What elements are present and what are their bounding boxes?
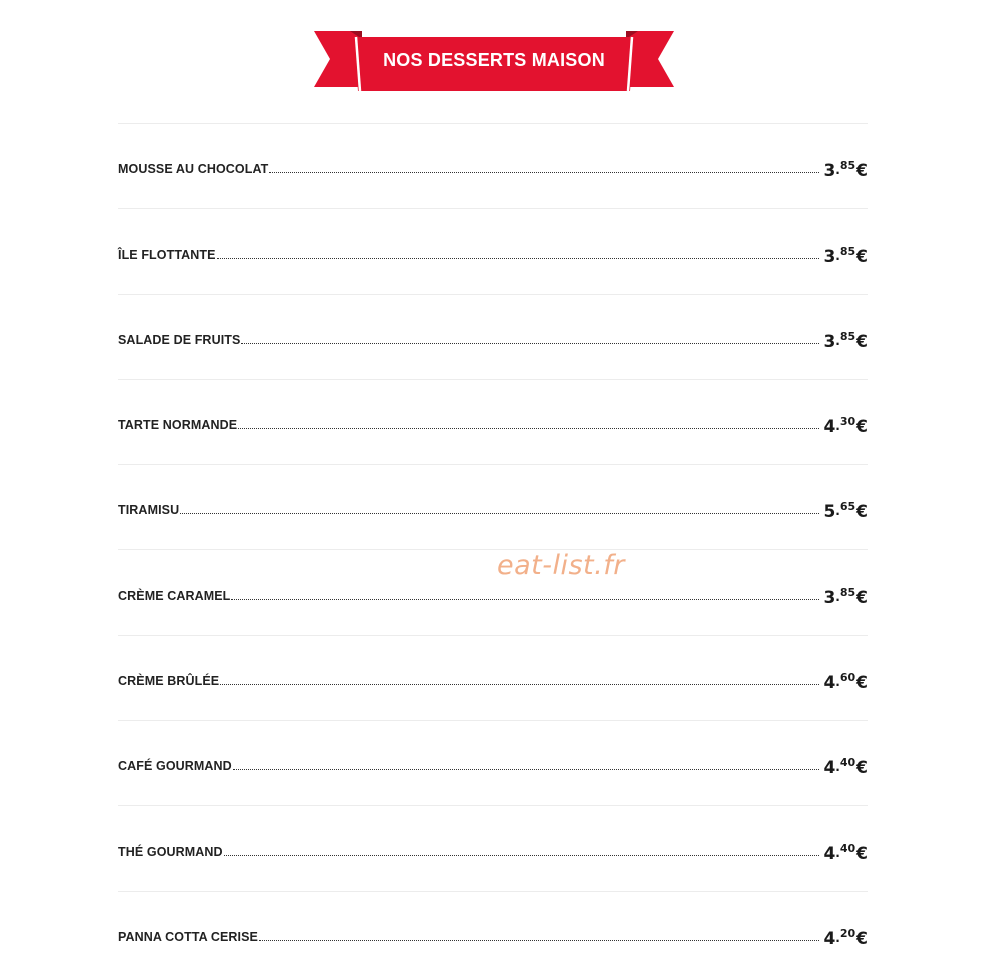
menu-item-price bbox=[823, 329, 868, 352]
price-separator: . bbox=[835, 760, 840, 775]
menu-item bbox=[118, 635, 868, 720]
price-integer: 4 bbox=[823, 928, 836, 949]
euro-icon: € bbox=[856, 758, 868, 779]
dotted-leader bbox=[238, 427, 819, 429]
menu-item bbox=[118, 464, 868, 549]
dotted-leader bbox=[217, 257, 820, 259]
price-integer: 4 bbox=[823, 673, 836, 694]
menu-item-price bbox=[823, 841, 868, 864]
dotted-leader bbox=[259, 939, 819, 941]
price-separator: . bbox=[835, 333, 840, 348]
price-decimals: 60 bbox=[839, 671, 856, 685]
menu-item bbox=[118, 123, 868, 208]
euro-icon: € bbox=[856, 417, 868, 438]
price-separator: . bbox=[835, 589, 840, 604]
euro-icon: € bbox=[856, 161, 868, 182]
menu-item-name: CAFÉ GOURMAND bbox=[118, 759, 232, 774]
euro-icon: € bbox=[856, 928, 868, 949]
dotted-leader bbox=[231, 598, 819, 600]
menu-item-price bbox=[823, 756, 868, 779]
price-decimals: 30 bbox=[839, 415, 856, 429]
dotted-leader bbox=[180, 512, 819, 514]
menu-item-name: TIRAMISU bbox=[118, 503, 180, 518]
dotted-leader bbox=[220, 683, 819, 685]
menu-item-name: CRÈME BRÛLÉE bbox=[118, 674, 220, 689]
dessert-menu-list bbox=[118, 123, 868, 976]
menu-item-price bbox=[823, 415, 868, 438]
menu-item-name: SALADE DE FRUITS bbox=[118, 332, 241, 347]
dotted-leader bbox=[224, 854, 820, 856]
menu-item-name: PANNA COTTA CERISE bbox=[118, 929, 258, 944]
menu-item bbox=[118, 891, 868, 976]
menu-item bbox=[118, 208, 868, 293]
title-ribbon bbox=[314, 29, 674, 91]
price-integer: 3 bbox=[823, 331, 836, 352]
price-integer: 4 bbox=[823, 417, 836, 438]
price-separator: . bbox=[835, 163, 840, 178]
price-integer: 4 bbox=[823, 758, 836, 779]
menu-item bbox=[118, 379, 868, 464]
price-separator: . bbox=[835, 675, 840, 690]
dotted-leader bbox=[241, 342, 819, 344]
menu-item-price bbox=[823, 500, 868, 523]
price-integer: 3 bbox=[823, 587, 836, 608]
price-decimals: 40 bbox=[839, 756, 856, 770]
price-decimals: 85 bbox=[839, 159, 856, 173]
menu-item-name: THÉ GOURMAND bbox=[118, 844, 223, 859]
euro-icon: € bbox=[856, 673, 868, 694]
euro-icon: € bbox=[856, 587, 868, 608]
price-separator: . bbox=[835, 845, 840, 860]
dotted-leader bbox=[233, 768, 820, 770]
menu-item-name: MOUSSE AU CHOCOLAT bbox=[118, 162, 269, 177]
price-decimals: 85 bbox=[839, 244, 856, 258]
euro-icon: € bbox=[856, 843, 868, 864]
price-decimals: 40 bbox=[839, 841, 856, 855]
euro-icon: € bbox=[856, 246, 868, 267]
price-integer: 5 bbox=[823, 502, 836, 523]
price-separator: . bbox=[835, 504, 840, 519]
menu-item bbox=[118, 549, 868, 634]
price-integer: 4 bbox=[823, 843, 836, 864]
menu-item-price bbox=[823, 671, 868, 694]
euro-icon: € bbox=[856, 502, 868, 523]
dotted-leader bbox=[269, 171, 819, 173]
price-decimals: 85 bbox=[839, 329, 856, 343]
menu-item bbox=[118, 805, 868, 890]
menu-item-name: ÎLE FLOTTANTE bbox=[118, 247, 216, 262]
price-separator: . bbox=[835, 930, 840, 945]
euro-icon: € bbox=[856, 331, 868, 352]
menu-item-price bbox=[823, 926, 868, 949]
price-separator: . bbox=[835, 419, 840, 434]
price-decimals: 20 bbox=[839, 926, 856, 940]
menu-item-name: TARTE NORMANDE bbox=[118, 418, 238, 433]
price-integer: 3 bbox=[823, 246, 836, 267]
price-integer: 3 bbox=[823, 161, 836, 182]
menu-item-name: CRÈME CARAMEL bbox=[118, 588, 231, 603]
watermark: eat-list.fr bbox=[497, 550, 625, 581]
page-title: NOS DESSERTS MAISON bbox=[383, 49, 605, 70]
menu-item-price bbox=[823, 585, 868, 608]
menu-item bbox=[118, 720, 868, 805]
price-decimals: 65 bbox=[839, 500, 856, 514]
menu-item-price bbox=[823, 244, 868, 267]
price-decimals: 85 bbox=[839, 585, 856, 599]
menu-item bbox=[118, 294, 868, 379]
menu-item-price bbox=[823, 159, 868, 182]
price-separator: . bbox=[835, 248, 840, 263]
